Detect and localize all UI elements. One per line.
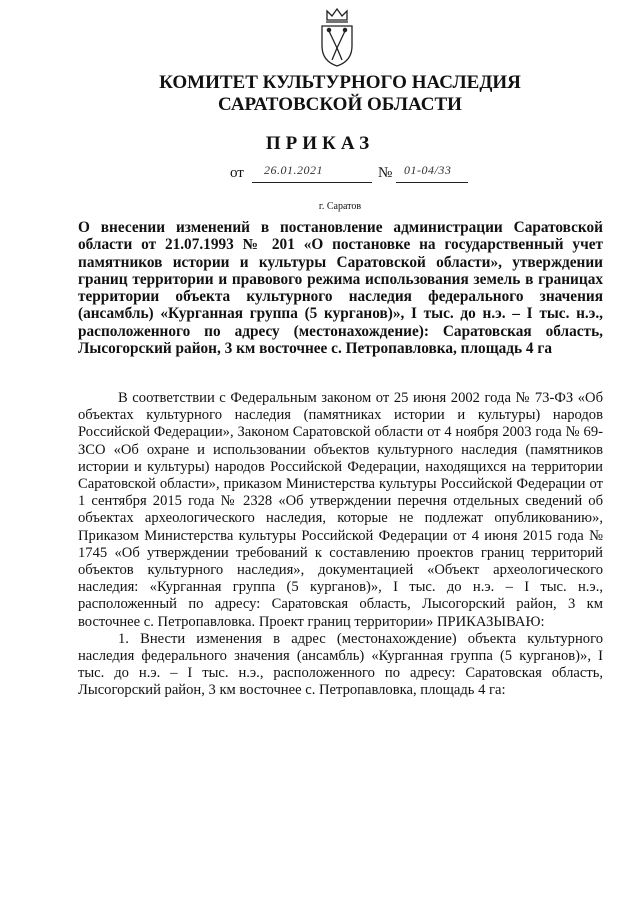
paragraph-preamble: В соответствии с Федеральным законом от 25 июня 2002 года № 73-ФЗ «Об объектах культурного наследия (памятниках истории и культуры) народов Российской Федерации», Законом Саратовской области от 4 ноября 2003 года № 69-ЗСО «Об охране и использовании объектов культурного наследия (памятников истории и культуры) народов Российской Федерации, находящихся на территории Саратовской области», приказом Министерства культуры Российской Федерации от 1 сентября 2015 года № 2328 «Об утверждении перечня отдельных сведений об объектах археологического наследия, которые не подлежат опубликованию», Приказом Министерства культуры Российской Федерации от 4 июня 2015 года № 1745 «Об утверждении требований к составлению проектов границ территорий объектов культурного наследия», документацией «Объект археологического наследия: «Курганная группа (5 курганов)», I тыс. до н.э. – I тыс. н.э., расположенный по адресу: Саратовская область, Лысогорский район, 3 км восточнее с. Петропавловка. Проект границ территории» ПРИКАЗЫВАЮ:: [78, 390, 603, 630]
number-label: №: [378, 165, 393, 181]
organization-name: [100, 72, 580, 116]
organization-line-2: САРАТОВСКОЙ ОБЛАСТИ: [218, 94, 462, 115]
order-subject: О внесении изменений в постановление администрации Саратовской области от 21.07.1993 № 201 «О постановке на государственный учет памятников истории и культуры Саратовской области», утверждении границ территории и правового режима использования земель в границах территории объекта культурного наследия федерального значения (ансамбль) «Курганная группа (5 курганов)», I тыс. до н.э. – I тыс. н.э., расположенного по адресу (местонахождение): Саратовская область, Лысогорский район, 3 км восточнее с. Петропавловка, площадь 4 га: [78, 219, 603, 358]
saratov-coat-of-arms-icon: [317, 6, 357, 68]
number-value: 01-04/33: [404, 163, 452, 177]
organization-line-1: КОМИТЕТ КУЛЬТУРНОГО НАСЛЕДИЯ: [159, 72, 521, 93]
order-body: [78, 390, 603, 700]
document-type: ПРИКАЗ: [265, 133, 375, 154]
city-name: г. Саратов: [318, 201, 362, 212]
number-underline: [396, 182, 468, 183]
date-value: 26.01.2021: [264, 163, 323, 177]
date-label: от: [230, 165, 244, 181]
date-underline: [252, 182, 372, 183]
paragraph-item-1: 1. Внести изменения в адрес (местонахождение) объекта культурного наследия федерального значения (ансамбль) «Курганная группа (5 курганов)», I тыс. до н.э. – I тыс. н.э., расположенного по адресу: Саратовская область, Лысогорский район, 3 км восточнее с. Петропавловка, площадь 4 га:: [78, 630, 603, 699]
